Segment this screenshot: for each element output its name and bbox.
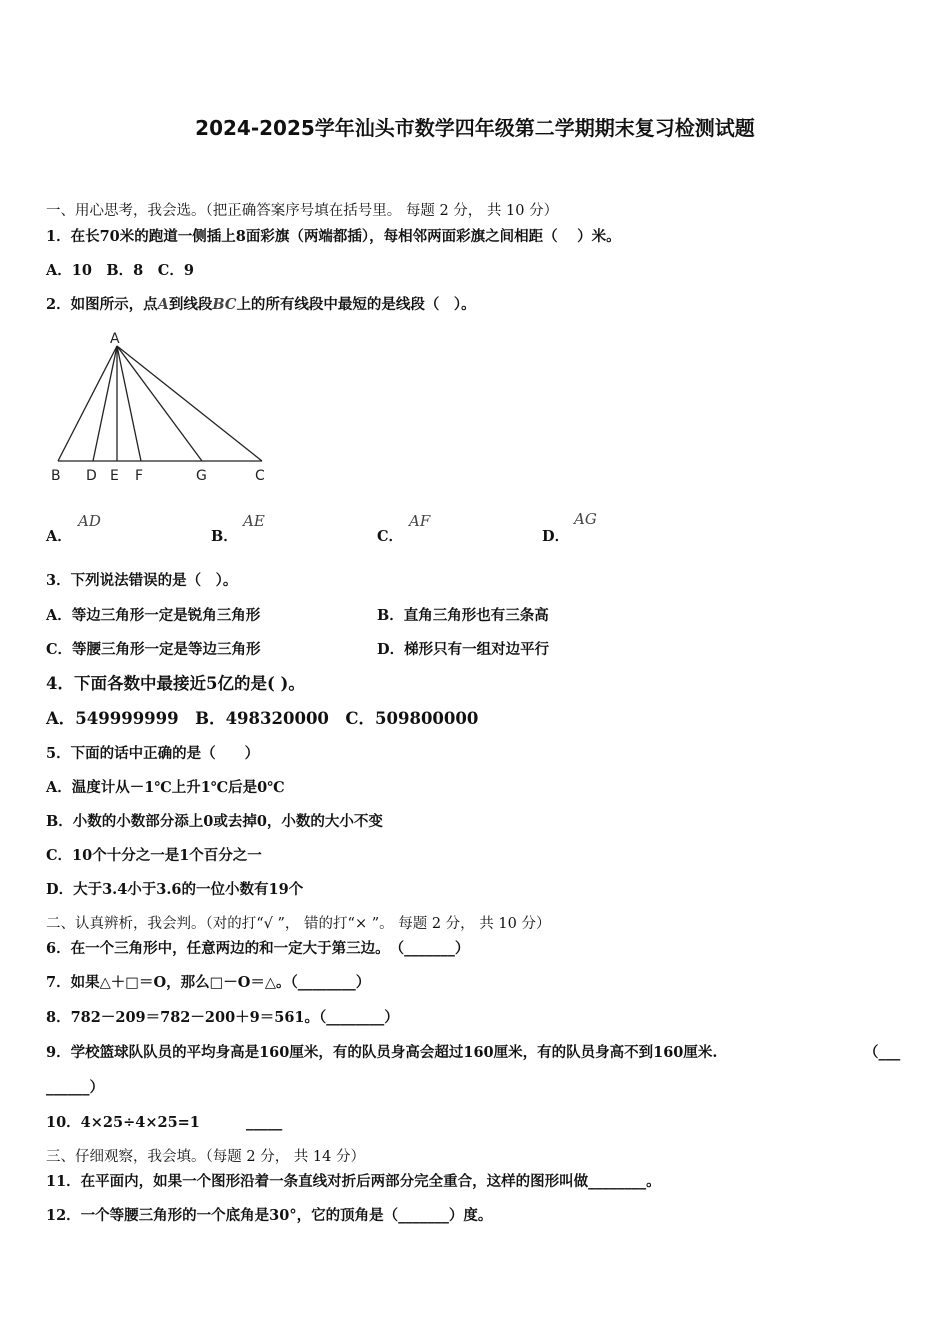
q1-options: A．10 B．8 C．9 [46,262,194,279]
label-a: A [110,331,120,347]
q5-option-b: B．小数的小数部分添上0或去掉0，小数的大小不变 [46,813,383,830]
q9-blank-close: ______） [46,1079,104,1096]
q2-option-c-letter: C． [377,528,404,545]
q2-prefix: 2．如图所示，点 [46,296,158,313]
q10-text: 10．4×25÷4×25=1 [46,1114,200,1131]
q8-text: 8．782－209＝782－200＋9＝561。（________） [46,1009,399,1026]
q3-option-c: C．等腰三角形一定是等边三角形 [46,641,261,658]
q3-option-b: B．直角三角形也有三条高 [377,607,549,624]
q2-segment: BC [212,296,237,313]
q7-text: 7．如果△＋□＝O，那么□－O＝△。（________） [46,974,371,991]
label-c: C [255,468,265,484]
q6-text: 6．在一个三角形中，任意两边的和一定大于第三边。 （_______） [46,940,470,957]
q9-text: 9．学校篮球队队员的平均身高是160厘米，有的队员身高会超过160厘米，有的队员身高不到160厘米. [46,1044,718,1061]
q5-option-c: C．10个十分之一是1个百分之一 [46,847,262,864]
label-b: B [51,468,61,484]
line-ad [93,346,117,461]
q2-option-c-value: AF [409,512,431,530]
q2-option-d-letter: D． [542,528,570,545]
q5-text: 5．下面的话中正确的是（ ） [46,745,260,762]
q12-text: 12．一个等腰三角形的一个底角是30°，它的顶角是（_______）度。 [46,1207,493,1224]
q1-text: 1．在长70米的跑道一侧插上8面彩旗（两端都插），每相邻两面彩旗之间相距（ ）米。 [46,228,621,245]
q2-text [46,295,476,315]
q2-mid: 到线段 [168,296,213,313]
label-f: F [135,468,144,484]
label-d: D [86,468,97,484]
label-e: E [110,468,119,484]
section2-heading: 二、认真辨析，我会判。（对的打“√ ”， 错的打“× ”。 每题 2 分， 共 10 分） [46,916,551,932]
q4-text: 4．下面各数中最接近5亿的是( )。 [46,674,305,693]
q2-option-b-value: AE [243,512,265,530]
q11-text: 11．在平面内，如果一个图形沿着一条直线对折后两部分完全重合，这样的图形叫做________。 [46,1173,661,1190]
q5-option-a: A．温度计从－1℃上升1℃后是0℃ [46,779,285,796]
q5-option-d: D．大于3.4小于3.6的一位小数有19个 [46,881,304,898]
q3-text: 3．下列说法错误的是（ ）。 [46,572,238,589]
q2-option-b-letter: B． [211,528,238,545]
q3-option-d: D．梯形只有一组对边平行 [377,641,550,658]
q2-point: A [157,296,169,313]
line-ab [58,346,117,461]
q3-option-a: A．等边三角形一定是锐角三角形 [46,607,261,624]
section1-heading: 一、用心思考，我会选。（把正确答案序号填在括号里。 每题 2 分， 共 10 分） [46,203,559,219]
triangle-figure [44,326,284,486]
section3-heading: 三、仔细观察，我会填。（每题 2 分， 共 14 分） [46,1149,365,1165]
q9-blank-open: （___ [864,1044,901,1061]
q2-option-d-value: AG [574,510,597,528]
page-title: 2024-2025学年汕头市数学四年级第二学期期末复习检测试题 [195,116,755,140]
label-g: G [196,468,207,484]
q4-options: A．549999999 B．498320000 C．509800000 [46,709,479,728]
q2-option-a-value: AD [78,512,101,530]
q2-option-a-letter: A． [46,528,72,545]
q2-suffix: 上的所有线段中最短的是线段（ ）。 [236,296,476,313]
q10-blank: _____ [246,1114,283,1131]
